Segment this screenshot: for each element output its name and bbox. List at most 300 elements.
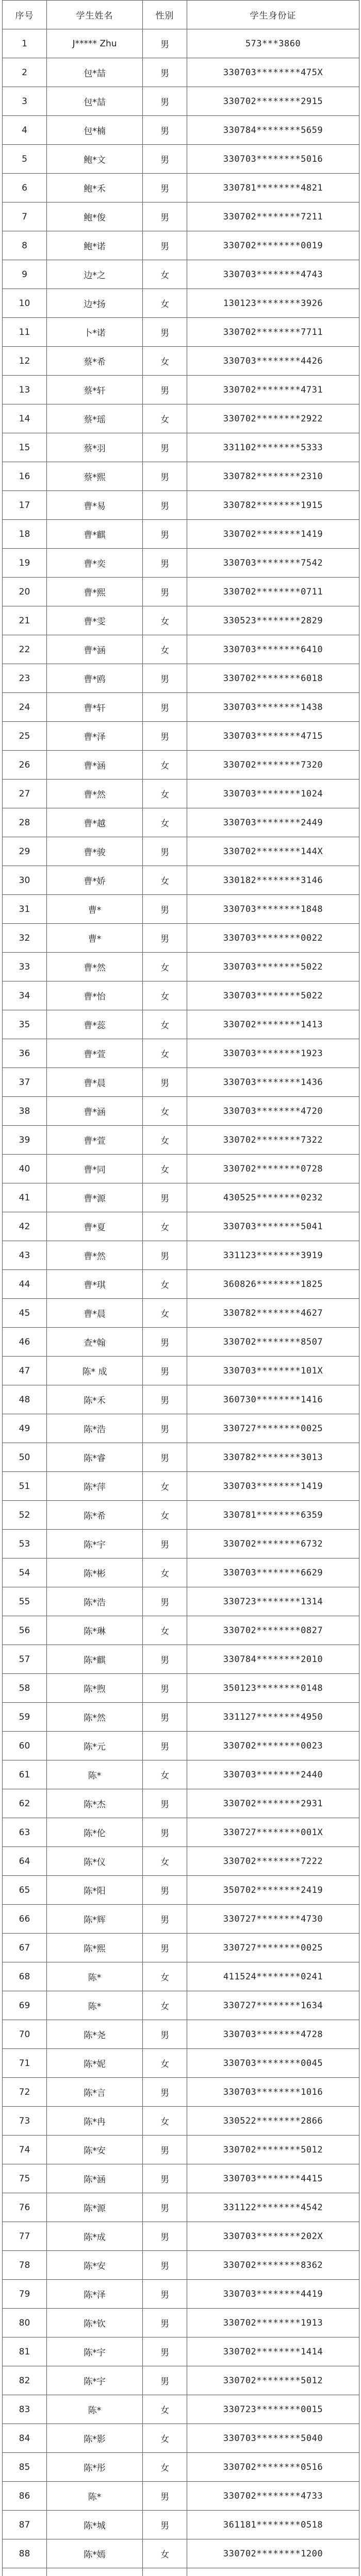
row-id-number: 330702********6018 [187,664,359,693]
row-gender: 男 [143,2222,187,2251]
row-index: 77 [3,2222,47,2251]
row-student-name: 曹*泽 [47,722,143,751]
row-index: 58 [3,1674,47,1703]
row-student-name: 曹*雯 [47,606,143,635]
row-student-name: 蔡*希 [47,347,143,376]
table-row [3,751,359,779]
row-student-name: 陈*冉 [47,2107,143,2136]
table-row [3,2020,359,2049]
row-id-number: 330702********1200 [187,2539,359,2568]
row-id-number: 330727********001X [187,1818,359,1847]
row-id-number: 330782********1915 [187,491,359,520]
row-index: 85 [3,2453,47,2482]
row-student-name: 陈*伦 [47,1818,143,1847]
row-gender: 男 [143,1732,187,1760]
row-student-name: 曹*易 [47,491,143,520]
row-gender: 女 [143,751,187,779]
row-index: 86 [3,2482,47,2511]
row-index: 31 [3,895,47,924]
row-gender: 女 [143,606,187,635]
row-index: 65 [3,1876,47,1905]
row-gender: 男 [143,895,187,924]
row-index: 82 [3,2366,47,2395]
row-gender: 女 [143,1126,187,1155]
table-row [3,1732,359,1760]
table-row [3,953,359,981]
table-row [3,1530,359,1558]
row-student-name: 陈*妮 [47,2049,143,2078]
row-student-name [47,2568,143,2576]
row-index: 78 [3,2251,47,2280]
row-id-number: 350702********2419 [187,1876,359,1905]
row-index: 70 [3,2020,47,2049]
row-student-name: 鲍*禾 [47,174,143,202]
table-row [3,2424,359,2453]
table-row [3,289,359,318]
row-index: 42 [3,1212,47,1241]
row-id-number: 330702********0711 [187,578,359,606]
row-index: 48 [3,1385,47,1414]
row-gender: 男 [143,1183,187,1212]
row-gender: 男 [143,116,187,145]
row-student-name: 鲍*俊 [47,202,143,231]
row-student-name: 曹*鸥 [47,664,143,693]
row-student-name: 曹*涵 [47,751,143,779]
row-index: 79 [3,2280,47,2309]
row-gender: 男 [143,549,187,578]
row-id-number: 330702********144X [187,837,359,866]
row-student-name: 陈*安 [47,2136,143,2164]
row-index: 27 [3,779,47,808]
row-student-name: J***** Zhu [47,29,143,58]
row-index: 61 [3,1760,47,1789]
row-index: 84 [3,2424,47,2453]
row-id-number: 330703********4426 [187,347,359,376]
row-gender: 男 [143,318,187,347]
row-student-name: 陈*彬 [47,1558,143,1587]
row-gender: 女 [143,866,187,895]
table-row [3,1587,359,1616]
row-student-name: 边*之 [47,260,143,289]
row-gender: 男 [143,1530,187,1558]
table-row [3,2280,359,2309]
row-gender: 女 [143,1097,187,1126]
row-id-number: 330702********5012 [187,2136,359,2164]
row-gender: 女 [143,1039,187,1068]
row-gender: 男 [143,29,187,58]
row-gender: 男 [143,145,187,174]
row-id-number: 330703********1419 [187,1472,359,1501]
table-row [3,2107,359,2136]
row-id-number: 330703********4419 [187,2280,359,2309]
row-student-name: 曹*越 [47,808,143,837]
row-student-name: 陈*禾 [47,1385,143,1414]
table-row [3,2136,359,2164]
row-id-number: 330182********3146 [187,866,359,895]
row-student-name: 陈*浩 [47,1587,143,1616]
row-id-number: 331127********4950 [187,1703,359,1732]
row-gender: 男 [143,433,187,462]
table-row [3,29,359,58]
row-id-number: 330523********2829 [187,606,359,635]
row-student-name: 陈* [47,1962,143,1991]
row-student-name: 陈* [47,1991,143,2020]
row-student-name: 曹* [47,895,143,924]
row-index: 29 [3,837,47,866]
row-index: 2 [3,58,47,87]
row-student-name: 蔡*羽 [47,433,143,462]
row-student-name: 包*喆 [47,87,143,116]
row-id-number: 330702********2915 [187,87,359,116]
row-gender: 男 [143,87,187,116]
row-student-name: 陈*彤 [47,2453,143,2482]
table-row [3,1155,359,1183]
row-gender: 男 [143,1443,187,1472]
table-row [3,2222,359,2251]
table-row [3,2164,359,2193]
row-id-number: 331123********3919 [187,1241,359,1270]
row-index: 49 [3,1414,47,1443]
row-index: 13 [3,376,47,404]
row-student-name: 陈*宇 [47,2366,143,2395]
row-student-name: 曹*然 [47,1241,143,1270]
row-id-number: 330703********1016 [187,2078,359,2107]
row-index: 50 [3,1443,47,1472]
student-roster-table [2,0,359,2576]
row-student-name: 陈*然 [47,1703,143,1732]
header-row [3,1,359,29]
row-gender: 女 [143,1760,187,1789]
row-id-number: 330702********0019 [187,231,359,260]
row-index: 20 [3,578,47,606]
table-row [3,2511,359,2539]
row-student-name: 陈*麒 [47,1645,143,1674]
row-id-number: 430525********0232 [187,1183,359,1212]
row-gender: 女 [143,808,187,837]
row-id-number: 330702********7711 [187,318,359,347]
row-id-number: 330782********2310 [187,462,359,491]
row-index: 46 [3,1328,47,1357]
row-gender: 男 [143,1385,187,1414]
row-index: 26 [3,751,47,779]
row-student-name: 曹*怡 [47,981,143,1010]
table-row [3,1328,359,1357]
row-index: 16 [3,462,47,491]
table-row [3,58,359,87]
row-gender: 男 [143,1703,187,1732]
row-gender: 男 [143,202,187,231]
row-student-name: 陈*安 [47,2251,143,2280]
table-row [3,404,359,433]
row-id-number: 330703********1438 [187,693,359,722]
table-row [3,1241,359,1270]
row-gender: 女 [143,635,187,664]
row-student-name: 陈*杰 [47,1789,143,1818]
row-index: 17 [3,491,47,520]
row-id-number: 330781********4821 [187,174,359,202]
table-row [3,606,359,635]
row-index: 9 [3,260,47,289]
row-student-name: 曹*然 [47,779,143,808]
table-row [3,2453,359,2482]
row-gender: 男 [143,1876,187,1905]
row-gender: 男 [143,1905,187,1934]
row-student-name: 曹*琪 [47,1270,143,1299]
row-gender: 女 [143,1962,187,1991]
row-index: 81 [3,2337,47,2366]
row-student-name: 陈*涵 [47,2164,143,2193]
row-id-number [187,2568,359,2576]
row-id-number: 330702********7222 [187,1847,359,1876]
row-index: 87 [3,2511,47,2539]
row-gender: 女 [143,1847,187,1876]
row-id-number: 330703********1848 [187,895,359,924]
table-row [3,1443,359,1472]
row-gender: 女 [143,289,187,318]
row-gender: 男 [143,2251,187,2280]
row-id-number: 330703********202X [187,2222,359,2251]
row-gender: 男 [143,491,187,520]
table-row [3,722,359,751]
row-index: 52 [3,1501,47,1530]
row-index: 63 [3,1818,47,1847]
row-id-number: 330702********2931 [187,1789,359,1818]
row-index: 60 [3,1732,47,1760]
row-id-number: 330702********1413 [187,1010,359,1039]
row-student-name: 曹*同 [47,1155,143,1183]
row-id-number: 330703********4415 [187,2164,359,2193]
row-student-name: 曹*麒 [47,520,143,549]
row-gender: 女 [143,1155,187,1183]
table-row [3,1010,359,1039]
table-row [3,347,359,376]
table-row [3,1876,359,1905]
header-gender: 性别 [143,1,187,29]
row-id-number: 330702********7211 [187,202,359,231]
row-gender: 女 [143,1991,187,2020]
table-row [3,1385,359,1414]
row-student-name: 曹*蕊 [47,1010,143,1039]
row-index: 43 [3,1241,47,1270]
row-id-number: 330703********2449 [187,808,359,837]
row-index: 53 [3,1530,47,1558]
row-student-name: 陈* [47,2482,143,2511]
row-id-number: 330727********0025 [187,1414,359,1443]
row-student-name: 陈*成 [47,2222,143,2251]
row-index: 15 [3,433,47,462]
row-student-name: 陈*源 [47,2193,143,2222]
row-student-name: 蔡*轩 [47,376,143,404]
row-index: 74 [3,2136,47,2164]
row-gender: 男 [143,693,187,722]
row-index: 30 [3,866,47,895]
table-row [3,260,359,289]
row-gender: 男 [143,1328,187,1357]
row-id-number: 330703********4720 [187,1097,359,1126]
row-id-number: 573***3860 [187,29,359,58]
table-row [3,1616,359,1645]
table-row [3,2193,359,2222]
row-gender: 女 [143,1558,187,1587]
table-row [3,1039,359,1068]
table-row [3,895,359,924]
table-row [3,1991,359,2020]
table-row [3,376,359,404]
table-row [3,2078,359,2107]
row-gender: 男 [143,2193,187,2222]
row-index: 28 [3,808,47,837]
table-row [3,174,359,202]
row-student-name: 曹*轩 [47,693,143,722]
row-id-number: 331102********5333 [187,433,359,462]
row-student-name: 陈*希 [47,1501,143,1530]
row-index: 38 [3,1097,47,1126]
row-id-number: 330781********6359 [187,1501,359,1530]
row-id-number: 330703********5022 [187,981,359,1010]
row-index: 32 [3,924,47,953]
row-student-name: 陈*熙 [47,1934,143,1962]
table-row [3,693,359,722]
row-student-name: 陈*言 [47,2078,143,2107]
table-row [3,491,359,520]
row-id-number: 330702********0728 [187,1155,359,1183]
row-gender: 女 [143,347,187,376]
table-row [3,664,359,693]
row-id-number: 330702********0023 [187,1732,359,1760]
row-gender: 男 [143,462,187,491]
row-id-number: 330703********5022 [187,953,359,981]
row-student-name: 陈*琳 [47,1616,143,1645]
row-student-name: 陈* [47,1760,143,1789]
row-index: 41 [3,1183,47,1212]
table-row [3,981,359,1010]
row-gender: 女 [143,2395,187,2424]
row-id-number: 360826********1825 [187,1270,359,1299]
table-row [3,1299,359,1328]
table-row [3,1818,359,1847]
row-gender: 女 [143,1616,187,1645]
row-student-name: 陈*睿 [47,1443,143,1472]
row-id-number: 330703********4743 [187,260,359,289]
row-id-number: 330522********2866 [187,2107,359,2136]
row-gender: 男 [143,376,187,404]
row-id-number: 330703********0022 [187,924,359,953]
row-gender: 男 [143,1357,187,1385]
row-student-name: 曹*然 [47,953,143,981]
row-student-name: 陈* [47,2395,143,2424]
row-index: 3 [3,87,47,116]
row-gender: 男 [143,1414,187,1443]
row-gender: 女 [143,2424,187,2453]
row-student-name: 曹*萱 [47,1126,143,1155]
row-gender: 男 [143,58,187,87]
row-index: 71 [3,2049,47,2078]
row-id-number: 330727********1634 [187,1991,359,2020]
row-gender: 男 [143,231,187,260]
table-row [3,1212,359,1241]
row-student-name: 卜*诺 [47,318,143,347]
row-student-name: 曹*骏 [47,837,143,866]
row-index: 36 [3,1039,47,1068]
row-student-name: 曹*夏 [47,1212,143,1241]
row-gender: 男 [143,2078,187,2107]
table-row [3,779,359,808]
row-gender: 女 [143,2049,187,2078]
table-row [3,433,359,462]
table-row [3,1558,359,1587]
row-student-name: 包*楠 [47,116,143,145]
row-id-number: 330703********6629 [187,1558,359,1587]
row-index [3,2568,47,2576]
row-index: 45 [3,1299,47,1328]
row-gender: 男 [143,2309,187,2337]
table-row [3,1905,359,1934]
table-row [3,462,359,491]
row-index: 23 [3,664,47,693]
table-row [3,2482,359,2511]
row-gender: 男 [143,174,187,202]
row-student-name: 曹*涵 [47,635,143,664]
row-student-name: 鲍*诺 [47,231,143,260]
table-row [3,87,359,116]
row-id-number: 330702********4731 [187,376,359,404]
row-index: 75 [3,2164,47,2193]
row-student-name: 陈*城 [47,2511,143,2539]
row-student-name: 陈*辉 [47,1905,143,1934]
row-index: 76 [3,2193,47,2222]
row-id-number: 330723********1314 [187,1587,359,1616]
row-id-number: 330703********4728 [187,2020,359,2049]
table-row [3,1789,359,1818]
row-index: 40 [3,1155,47,1183]
row-student-name: 蔡*瑶 [47,404,143,433]
row-gender: 女 [143,1299,187,1328]
row-index: 39 [3,1126,47,1155]
row-index: 14 [3,404,47,433]
row-student-name: 陈*宇 [47,1530,143,1558]
row-id-number: 330702********1913 [187,2309,359,2337]
row-index: 68 [3,1962,47,1991]
row-gender: 男 [143,578,187,606]
table-row [3,1962,359,1991]
row-id-number: 330702********8507 [187,1328,359,1357]
table-row [3,2395,359,2424]
row-student-name: 曹*熙 [47,578,143,606]
row-index: 44 [3,1270,47,1299]
row-student-name: 陈* 成 [47,1357,143,1385]
row-student-name: 蔡*熙 [47,462,143,491]
row-student-name: 曹*娇 [47,866,143,895]
row-index: 18 [3,520,47,549]
row-gender: 男 [143,722,187,751]
row-index: 19 [3,549,47,578]
row-id-number: 330703********4715 [187,722,359,751]
row-student-name: 陈*浩 [47,1414,143,1443]
row-student-name: 曹*涵 [47,1097,143,1126]
row-gender: 女 [143,404,187,433]
row-gender: 男 [143,2280,187,2309]
row-gender: 男 [143,1674,187,1703]
row-index: 22 [3,635,47,664]
row-id-number: 330703********1024 [187,779,359,808]
row-gender: 女 [143,1270,187,1299]
row-index: 57 [3,1645,47,1674]
table-row [3,1472,359,1501]
row-id-number: 330703********5040 [187,2424,359,2453]
row-index: 12 [3,347,47,376]
row-index: 6 [3,174,47,202]
row-id-number: 330703********5041 [187,1212,359,1241]
